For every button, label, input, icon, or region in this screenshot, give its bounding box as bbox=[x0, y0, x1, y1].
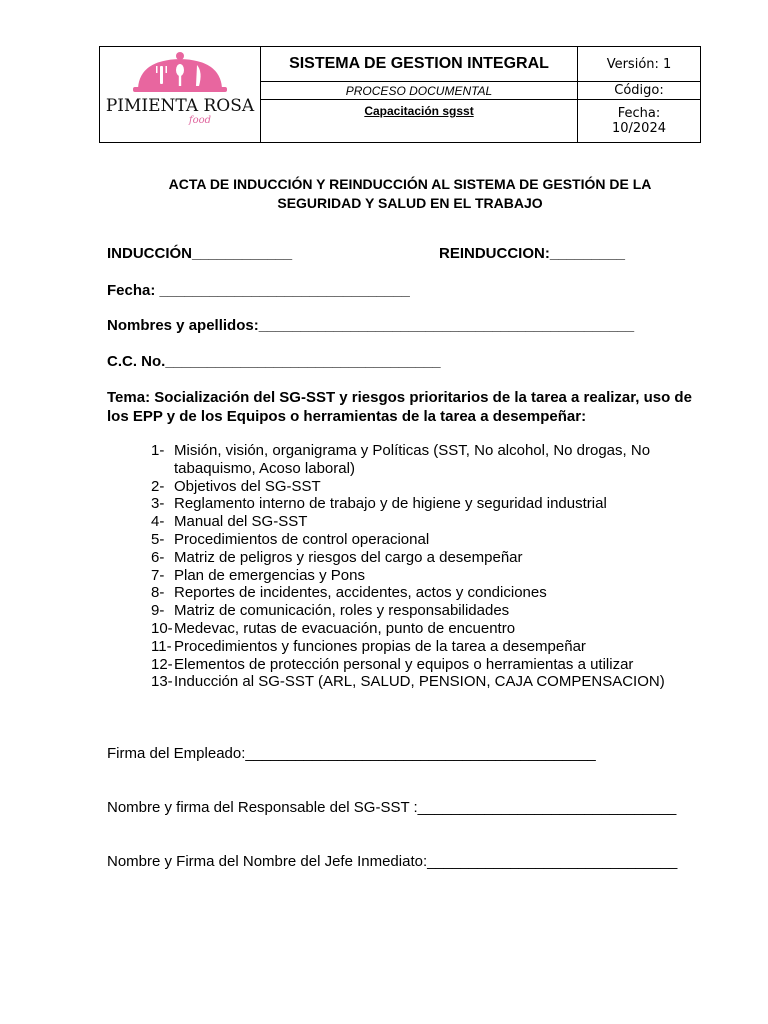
list-item-number: 4- bbox=[151, 513, 165, 531]
topic-list bbox=[151, 442, 711, 691]
list-item-text: Elementos de protección personal y equipos o herramientas a utilizar bbox=[174, 655, 634, 673]
title-line-1: ACTA DE INDUCCIÓN Y REINDUCCIÓN AL SISTEMA DE GESTIÓN DE LA bbox=[168, 176, 652, 192]
list-item-number: 3- bbox=[151, 495, 165, 513]
list-item bbox=[151, 531, 711, 549]
list-item-number: 13- bbox=[151, 673, 173, 691]
tema-paragraph: Tema: Socialización del SG-SST y riesgos prioritarios de la tarea a realizar, uso de los EPP y de los Equipos o herramientas de la tarea a desempeñar: bbox=[107, 389, 692, 425]
list-item bbox=[151, 638, 711, 656]
list-item bbox=[151, 656, 711, 674]
list-item-text: Manual del SG-SST bbox=[174, 513, 308, 531]
codigo-label: Código: bbox=[578, 82, 701, 100]
list-item bbox=[151, 673, 711, 691]
firma-responsable-field: Nombre y firma del Responsable del SG-SST :_______________________________ bbox=[107, 799, 677, 816]
list-item bbox=[151, 513, 711, 531]
title-line-2: SEGURIDAD Y SALUD EN EL TRABAJO bbox=[277, 195, 543, 211]
list-item-text: Inducción al SG-SST (ARL, SALUD, PENSION, CAJA COMPENSACION) bbox=[174, 673, 665, 691]
document-title bbox=[110, 175, 710, 213]
fecha-value: 10/2024 bbox=[611, 121, 666, 136]
list-item bbox=[151, 549, 711, 567]
fecha-field: Fecha: ______________________________ bbox=[107, 282, 410, 299]
list-item-text: Reglamento interno de trabajo y de higiene y seguridad industrial bbox=[174, 495, 607, 513]
list-item-text: Plan de emergencias y Pons bbox=[174, 566, 365, 584]
list-item-number: 12- bbox=[151, 655, 173, 673]
list-item-number: 1- bbox=[151, 442, 165, 459]
list-item-text: Medevac, rutas de evacuación, punto de encuentro bbox=[174, 619, 516, 637]
list-item bbox=[151, 602, 711, 620]
list-item-number: 8- bbox=[151, 584, 165, 602]
list-item-text: Procedimientos y funciones propias de la tarea a desempeñar bbox=[174, 637, 586, 655]
list-item bbox=[151, 442, 711, 478]
list-item-text: Objetivos del SG-SST bbox=[174, 477, 321, 495]
list-item-number: 10- bbox=[151, 619, 173, 637]
system-title: SISTEMA DE GESTION INTEGRAL bbox=[261, 47, 578, 82]
header-table bbox=[99, 46, 701, 143]
list-item-number: 11- bbox=[151, 637, 172, 655]
process-label: PROCESO DOCUMENTAL bbox=[261, 82, 578, 100]
logo-subtitle: food bbox=[188, 114, 212, 126]
fecha-cell bbox=[578, 100, 701, 143]
capacitacion-label: Capacitación sgsst bbox=[261, 100, 578, 143]
fecha-label: Fecha: bbox=[617, 106, 661, 121]
logo-name: PIMIENTA ROSA bbox=[105, 95, 255, 116]
list-item-text: Procedimientos de control operacional bbox=[174, 530, 430, 548]
list-item-number: 5- bbox=[151, 530, 165, 548]
list-item-number: 9- bbox=[151, 602, 165, 620]
logo-cell bbox=[100, 47, 261, 143]
company-logo bbox=[100, 50, 260, 140]
cc-field: C.C. No._________________________________ bbox=[107, 353, 441, 370]
list-item-number: 6- bbox=[151, 548, 165, 566]
cloche-icon bbox=[100, 50, 260, 140]
reinduccion-field: REINDUCCION:_________ bbox=[439, 245, 625, 262]
nombres-field: Nombres y apellidos:_____________________________________________ bbox=[107, 317, 635, 334]
list-item bbox=[151, 620, 711, 638]
list-item bbox=[151, 567, 711, 585]
list-item bbox=[151, 478, 711, 496]
induccion-field: INDUCCIÓN____________ bbox=[107, 245, 293, 262]
list-item-number: 7- bbox=[151, 566, 165, 584]
list-item-text: Misión, visión, organigrama y Políticas (SST, No alcohol, No drogas, No tabaquismo, Acoso laboral) bbox=[174, 442, 651, 477]
list-item-text: Matriz de peligros y riesgos del cargo a desempeñar bbox=[174, 548, 523, 566]
firma-jefe-field: Nombre y Firma del Nombre del Jefe Inmediato:______________________________ bbox=[107, 853, 678, 870]
list-item bbox=[151, 495, 711, 513]
list-item-text: Matriz de comunicación, roles y responsabilidades bbox=[174, 602, 510, 620]
list-item-text: Reportes de incidentes, accidentes, actos y condiciones bbox=[174, 584, 547, 602]
list-item bbox=[151, 584, 711, 602]
version-label: Versión: 1 bbox=[578, 47, 701, 82]
list-item-number: 2- bbox=[151, 477, 165, 495]
firma-empleado-field: Firma del Empleado:__________________________________________ bbox=[107, 745, 596, 762]
